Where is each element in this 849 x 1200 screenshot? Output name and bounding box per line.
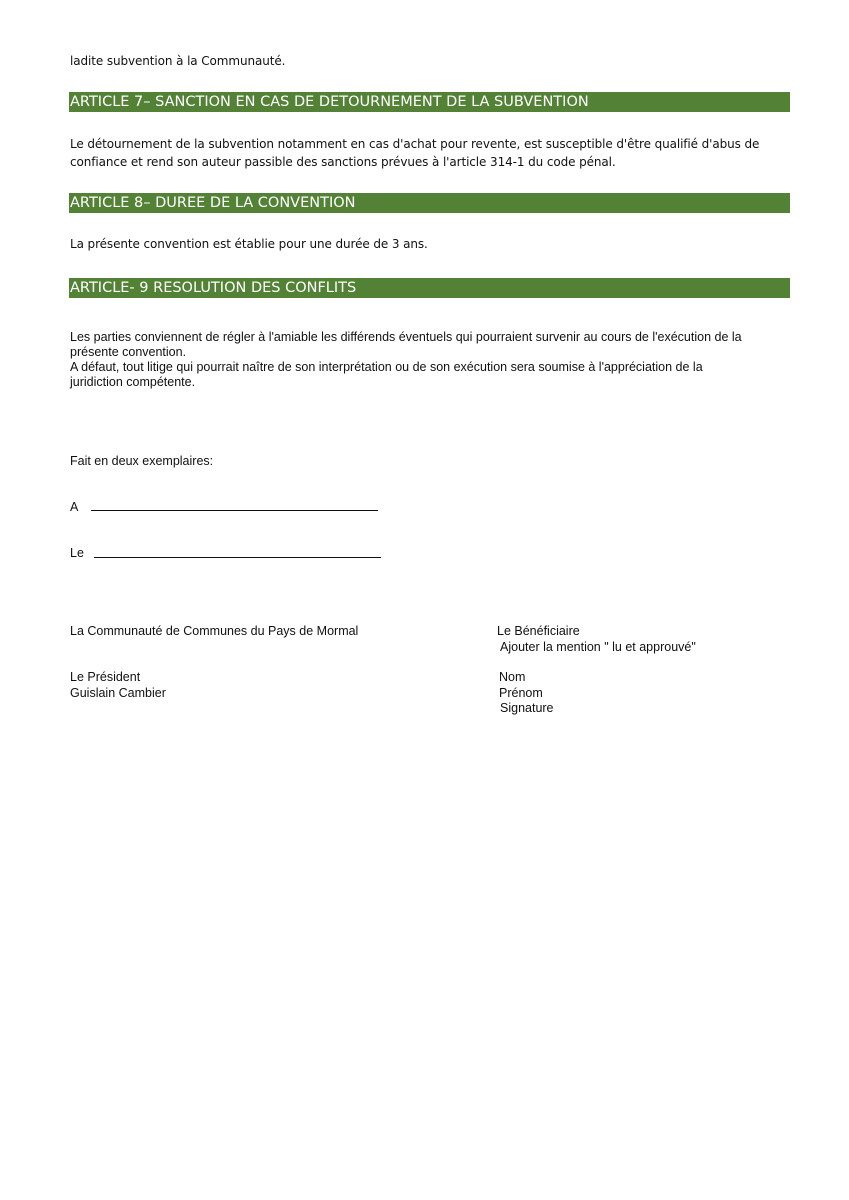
beneficiary-nom: Nom xyxy=(499,670,526,684)
place-line xyxy=(91,510,378,511)
date-line xyxy=(94,557,381,558)
article-8-text: La présente convention est établie pour une durée de 3 ans. xyxy=(70,237,428,251)
place-label: A xyxy=(70,500,79,514)
article-8-heading: ARTICLE 8– DUREE DE LA CONVENTION xyxy=(69,193,790,213)
made-in-copies: Fait en deux exemplaires: xyxy=(70,454,214,468)
article-9-heading: ARTICLE- 9 RESOLUTION DES CONFLITS xyxy=(69,278,790,298)
article-9-body xyxy=(70,330,742,390)
intro-text: ladite subvention à la Communauté. xyxy=(70,54,286,68)
article-7-line: Le détournement de la subvention notamment en cas d'achat pour revente, est susceptible d'être qualifié d'abus de xyxy=(70,137,760,151)
left-signatory-role: Le Président xyxy=(70,670,141,684)
article-7-line: confiance et rend son auteur passible des sanctions prévues à l'article 314-1 du code pénal. xyxy=(70,155,616,169)
article-9-line: juridiction compétente. xyxy=(70,375,196,389)
beneficiary-signature: Signature xyxy=(500,701,554,715)
date-label: Le xyxy=(70,546,84,560)
article-9-line: présente convention. xyxy=(70,345,187,359)
article-7-heading: ARTICLE 7– SANCTION EN CAS DE DETOURNEMENT DE LA SUBVENTION xyxy=(69,92,790,112)
article-7-body xyxy=(70,136,759,170)
beneficiary-mention: Ajouter la mention " lu et approuvé" xyxy=(500,640,696,654)
article-9-line: A défaut, tout litige qui pourrait naître de son interprétation ou de son exécution sera soumise à l'appréciation de la xyxy=(70,360,703,374)
left-signatory-org: La Communauté de Communes du Pays de Mormal xyxy=(70,624,359,638)
left-signatory-name: Guislain Cambier xyxy=(70,686,166,700)
beneficiary-prenom: Prénom xyxy=(499,686,543,700)
article-9-line: Les parties conviennent de régler à l'amiable les différends éventuels qui pourraient survenir au cours de l'exécution de la xyxy=(70,330,742,344)
beneficiary-title: Le Bénéficiaire xyxy=(497,624,580,638)
